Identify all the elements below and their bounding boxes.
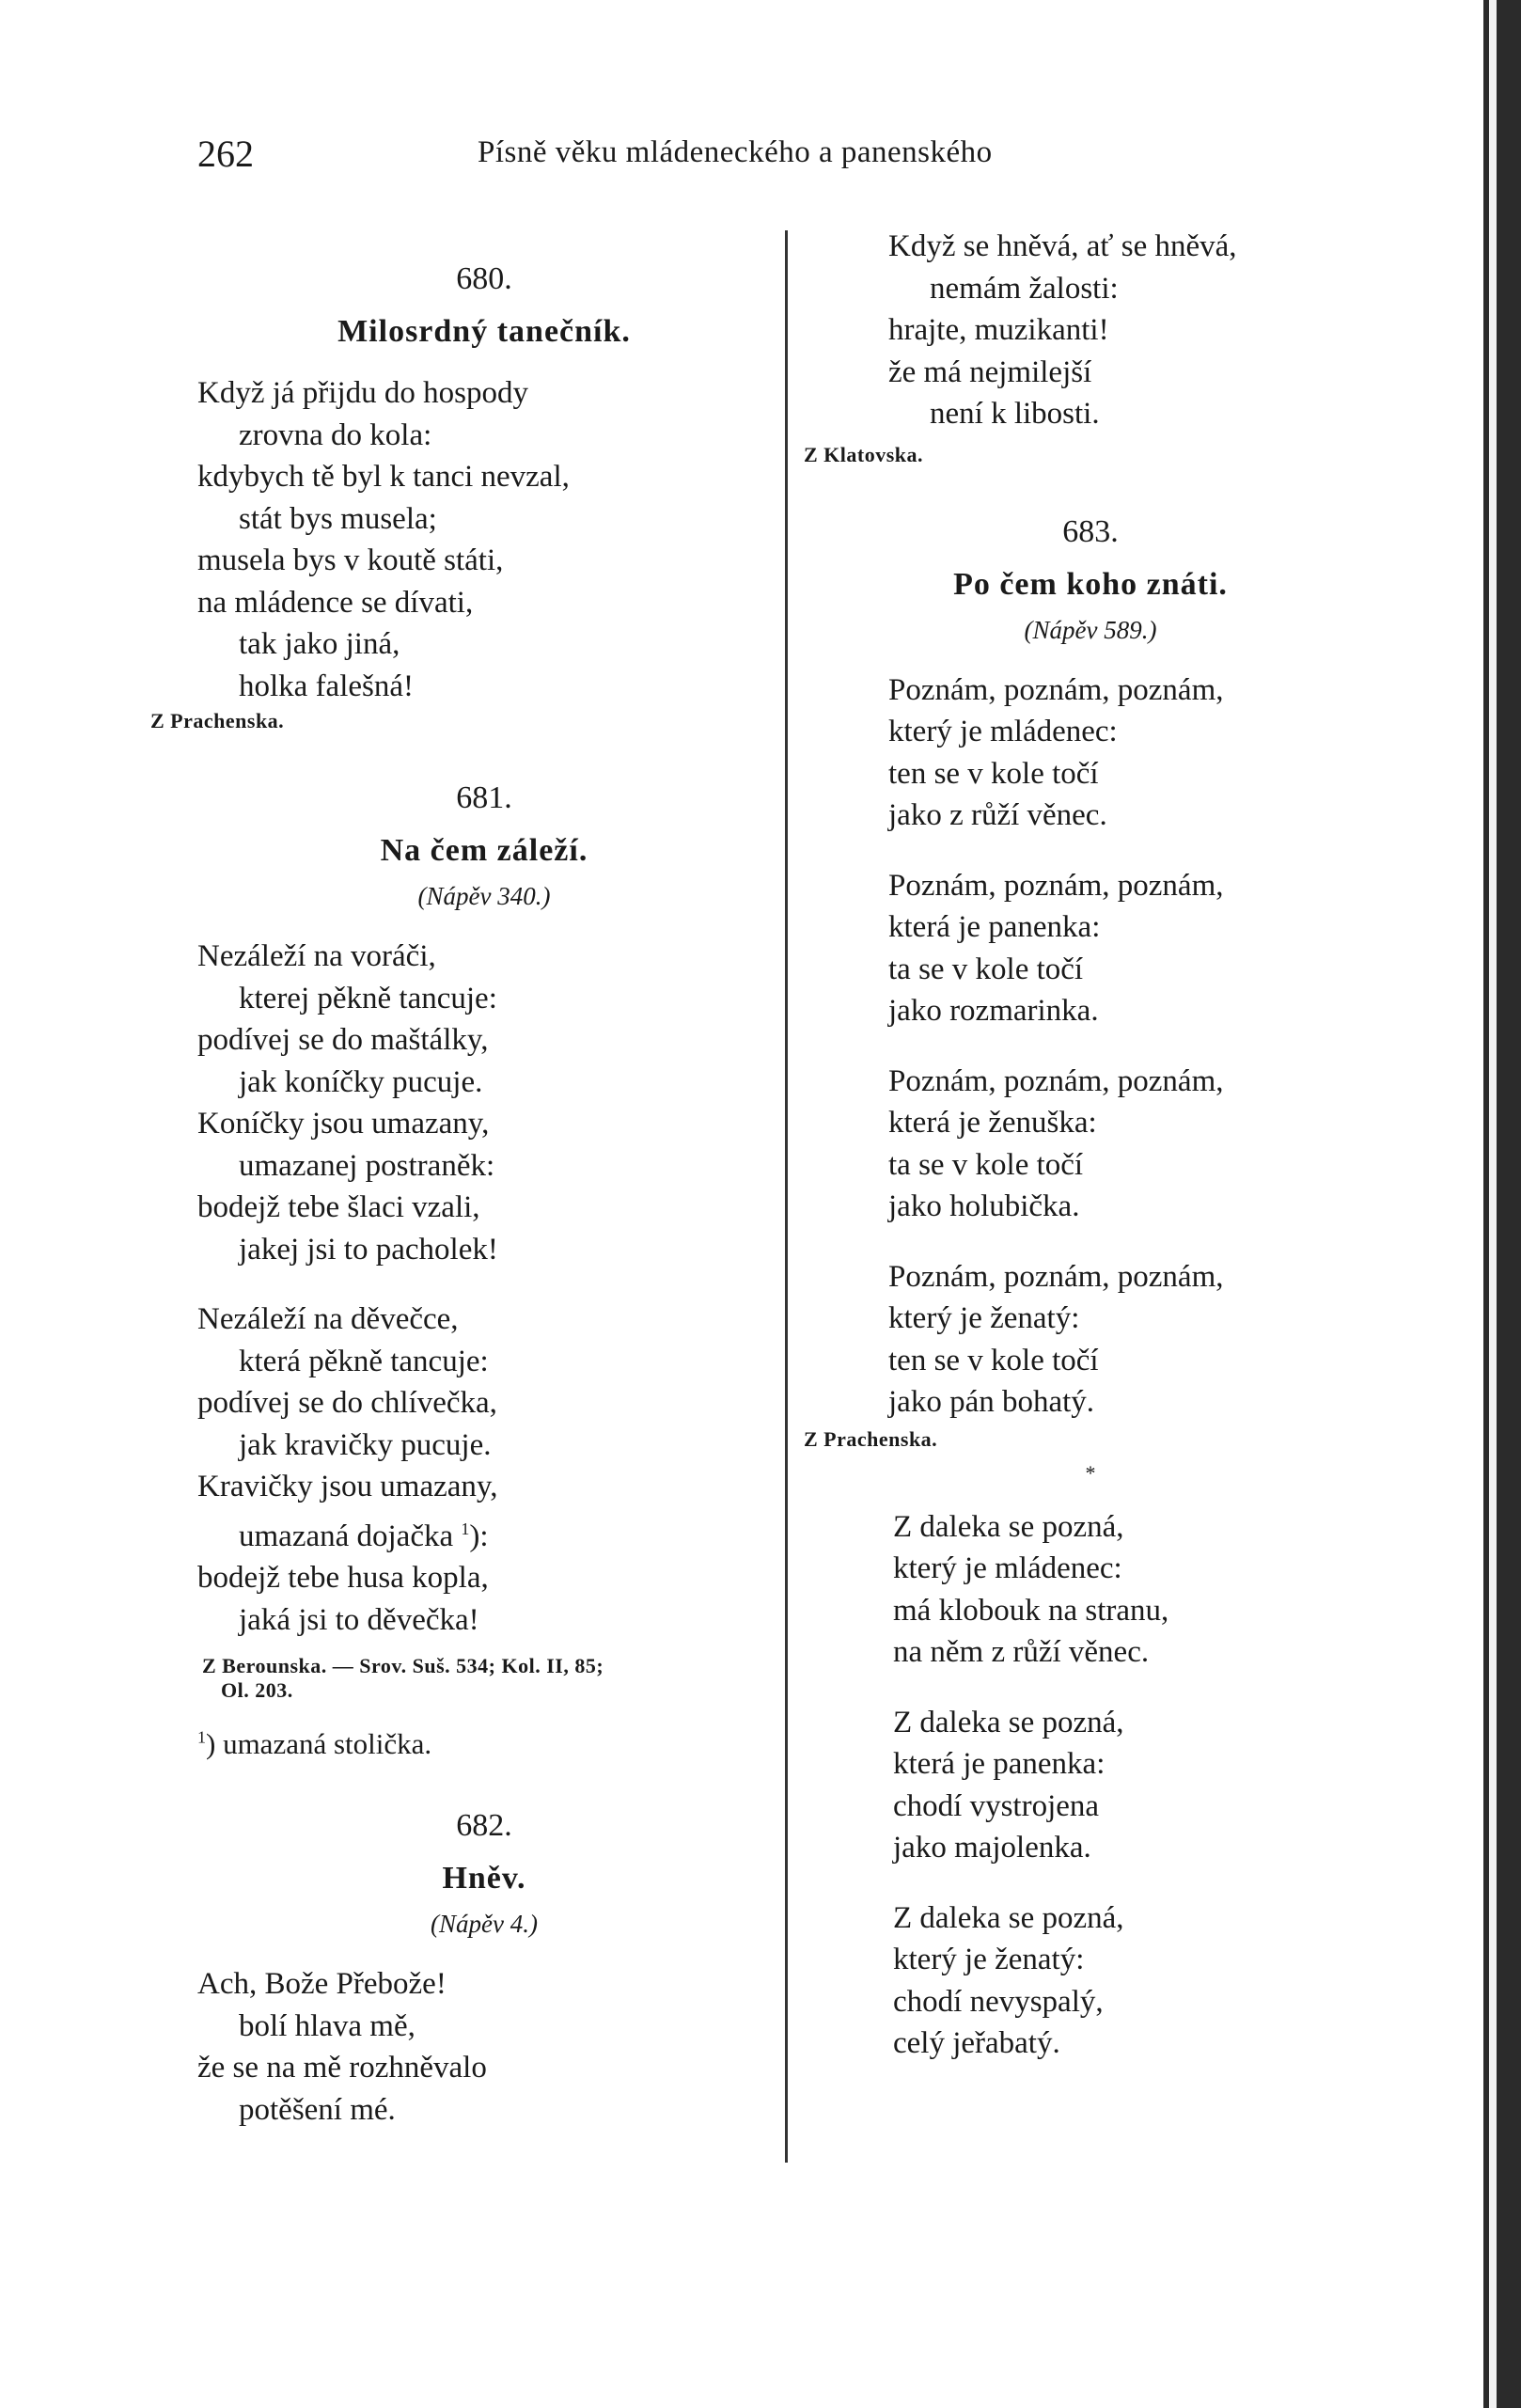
verse-line: která je panenka: <box>888 910 1101 944</box>
section-separator: * <box>1085 1460 1096 1485</box>
verse-line: podívej se do maštálky, <box>197 1023 489 1057</box>
verse-line: jako holubička. <box>888 1189 1080 1223</box>
verse-line: Poznám, poznám, poznám, <box>888 672 1224 707</box>
verse-line: kterej pěkně tancuje: <box>239 981 497 1015</box>
verse-line: která pěkně tancuje: <box>239 1344 489 1378</box>
source-line: Z Berounska. — Srov. Suš. 534; Kol. II, 85; <box>202 1654 604 1677</box>
verse-line: jako z růží věnec. <box>888 798 1107 832</box>
verse-line: Když se hněvá, ať se hněvá, <box>888 229 1237 263</box>
verse-line: Ach, Bože Přebože! <box>197 1967 447 2001</box>
verse-line: není k libosti. <box>930 397 1100 431</box>
verse-line: který je mládenec: <box>893 1551 1122 1585</box>
verse-line: Nezáleží na voráči, <box>197 939 436 973</box>
verse-line: zrovna do kola: <box>239 417 432 452</box>
song-title: Po čem koho znáti. <box>953 566 1228 602</box>
verse-line: který je ženatý: <box>888 1301 1080 1335</box>
verse-line: musela bys v koutě státi, <box>197 543 504 577</box>
song-number: 681. <box>456 780 512 815</box>
page-edge <box>1483 0 1521 2408</box>
tune-reference: (Nápěv 589.) <box>1024 615 1157 644</box>
verse-line: potěšení mé. <box>239 2092 396 2127</box>
stanza <box>197 372 771 707</box>
stanza <box>888 1061 1377 1228</box>
verse-line: bodejž tebe šlaci vzali, <box>197 1190 480 1224</box>
stanza <box>888 669 1377 837</box>
footnote-marker: 1 <box>197 1727 206 1747</box>
source-line: Ol. 203. <box>221 1678 293 1702</box>
verse-line: Z daleka se pozná, <box>893 1509 1124 1544</box>
verse-line <box>197 1508 771 1558</box>
verse-line: který je mládenec: <box>888 715 1118 748</box>
verse-line: která je panenka: <box>893 1747 1105 1781</box>
footnote-text: ) umazaná stolička. <box>206 1727 432 1760</box>
song-number: 680. <box>456 261 512 296</box>
verse-text-end: ): <box>469 1519 489 1553</box>
right-column <box>804 226 1377 2093</box>
verse-line: Poznám, poznám, poznám, <box>888 868 1224 903</box>
verse-line: chodí nevyspalý, <box>893 1984 1104 2019</box>
source-note: Z Prachenska. <box>150 709 285 732</box>
stanza <box>197 1298 771 1641</box>
source-note: Z Prachenska. <box>804 1426 938 1451</box>
stanza <box>893 1506 1377 1674</box>
song-title: Milosrdný tanečník. <box>337 314 631 349</box>
verse-line: bolí hlava mě, <box>239 2008 416 2043</box>
verse-line: tak jako jiná, <box>239 627 400 661</box>
verse-line: ta se v kole točí <box>888 952 1084 986</box>
verse-line: Poznám, poznám, poznám, <box>888 1259 1224 1294</box>
verse-line: Poznám, poznám, poznám, <box>888 1063 1224 1098</box>
stanza-group <box>804 669 1377 1424</box>
verse-line: jako rozmarinka. <box>888 994 1099 1028</box>
verse-line: Koníčky jsou umazany, <box>197 1107 490 1141</box>
verse-line: že má nejmilejší <box>888 354 1092 389</box>
verse-line: stát bys musela; <box>239 501 437 536</box>
tune-reference: (Nápěv 340.) <box>417 882 551 910</box>
verse-line: že se na mě rozhněvalo <box>197 2051 487 2085</box>
stanza <box>888 1256 1377 1424</box>
verse-line: Když já přijdu do hospody <box>197 376 528 410</box>
verse-line: hrajte, muzikanti! <box>888 313 1109 347</box>
verse-line: Z daleka se pozná, <box>893 1705 1124 1739</box>
source-note: Z Klatovska. <box>804 442 924 466</box>
verse-line: nemám žalosti: <box>930 271 1119 306</box>
stanza <box>893 1897 1377 2065</box>
column-divider <box>785 230 788 2163</box>
verse-line: Nezáleží na děvečce, <box>197 1302 459 1336</box>
verse-line: holka falešná! <box>239 669 414 703</box>
source-note <box>202 1654 771 1703</box>
verse-line: jak kravičky pucuje. <box>239 1427 492 1462</box>
footnote-marker: 1 <box>461 1519 470 1538</box>
verse-line: jakej jsi to pacholek! <box>239 1232 498 1267</box>
verse-line: ten se v kole točí <box>888 1343 1099 1377</box>
song-title: Na čem záleží. <box>380 833 588 868</box>
verse-line: Kravičky jsou umazany, <box>197 1470 498 1503</box>
verse-line: podívej se do chlívečka, <box>197 1386 497 1420</box>
verse-line: kdybych tě byl k tanci nevzal, <box>197 460 570 494</box>
verse-line: na mládence se dívati, <box>197 585 474 620</box>
verse-line: ten se v kole točí <box>888 756 1099 791</box>
verse-line: bodejž tebe husa kopla, <box>197 1561 489 1595</box>
song-number: 683. <box>1062 513 1119 549</box>
stanza-group <box>804 1506 1377 2065</box>
stanza <box>197 1963 771 2131</box>
stanza <box>888 865 1377 1032</box>
page-edge-inner <box>1489 0 1497 2408</box>
footnote <box>197 1727 771 1761</box>
page-header <box>197 132 1100 179</box>
tune-reference: (Nápěv 4.) <box>431 1910 538 1938</box>
stanza <box>893 1702 1377 1869</box>
page-number: 262 <box>197 133 254 175</box>
left-column <box>150 226 771 2159</box>
verse-text: umazaná dojačka <box>239 1519 454 1553</box>
verse-line: jak koníčky pucuje. <box>239 1064 483 1099</box>
verse-line: která je ženuška: <box>888 1106 1097 1140</box>
verse-line: Z daleka se pozná, <box>893 1900 1124 1935</box>
song-number: 682. <box>456 1808 512 1843</box>
verse-line: který je ženatý: <box>893 1943 1085 1976</box>
verse-line: na něm z růží věnec. <box>893 1635 1150 1669</box>
stanza <box>804 226 1377 435</box>
running-title: Písně věku mládeneckého a panenského <box>478 135 993 169</box>
verse-line: má klobouk na stranu, <box>893 1593 1169 1628</box>
verse-line: chodí vystrojena <box>893 1788 1100 1823</box>
verse-line: jako pán bohatý. <box>888 1385 1095 1419</box>
verse-line: jako majolenka. <box>893 1831 1091 1865</box>
verse-line: ta se v kole točí <box>888 1147 1084 1182</box>
song-title: Hněv. <box>442 1861 526 1896</box>
verse-line: jaká jsi to děvečka! <box>239 1602 479 1637</box>
verse-line: celý jeřabatý. <box>893 2026 1060 2060</box>
stanza <box>197 936 771 1270</box>
verse-line: umazanej postraněk: <box>239 1148 495 1183</box>
